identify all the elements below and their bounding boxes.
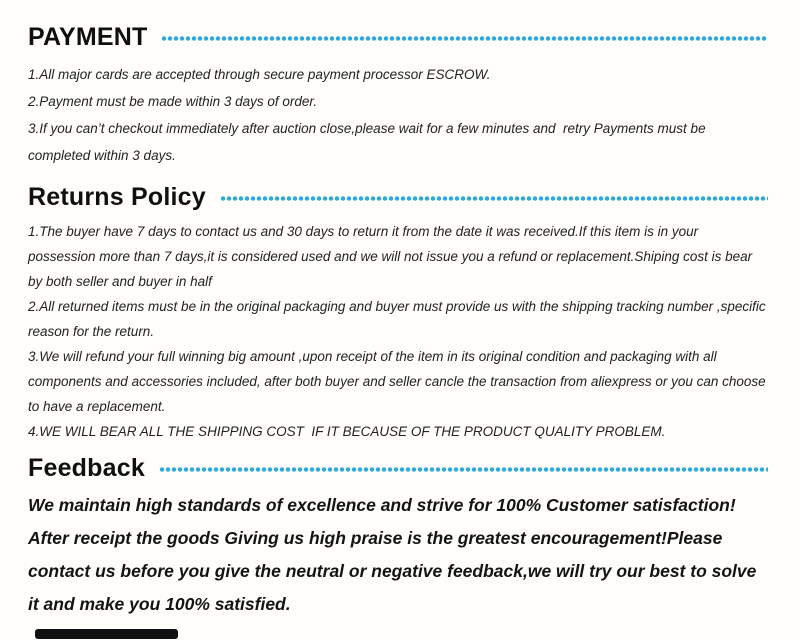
returns-item-1: 1.The buyer have 7 days to contact us and 30 days to return it from the date it was received.If this item is in your possession more than 7 days,it is considered used and we will not issue you a refund or replacement.Shiping cost is bear by both seller and buyer in half xyxy=(28,224,756,289)
dotted-divider xyxy=(161,36,768,41)
returns-policy-body xyxy=(28,219,768,444)
section-header-payment xyxy=(28,22,768,52)
returns-item-3: 3.We will refund your full winning big amount ,upon receipt of the item in its original condition and packaging with all components and accessories included, after both buyer and seller cancle the transaction from aliexpress or you can choose to have a replacement. xyxy=(28,349,770,414)
feedback-heading: Feedback xyxy=(28,453,145,482)
section-payment xyxy=(28,22,768,169)
returns-item-4: 4.WE WILL BEAR ALL THE SHIPPING COST IF IT BECAUSE OF THE PRODUCT QUALITY PROBLEM. xyxy=(28,424,666,439)
feedback-body xyxy=(28,489,768,621)
dotted-divider xyxy=(159,467,768,472)
section-header-feedback xyxy=(28,453,768,483)
payment-heading: PAYMENT xyxy=(28,22,148,51)
returns-policy-heading: Returns Policy xyxy=(28,182,206,211)
returns-item-2: 2.All returned items must be in the original packaging and buyer must provide us with the shipping tracking number ,specific reason for the return. xyxy=(28,299,770,339)
payment-body xyxy=(28,61,768,169)
section-returns-policy xyxy=(28,182,768,444)
payment-item-1: 1.All major cards are accepted through secure payment processor ESCROW. xyxy=(28,67,491,82)
cropped-next-heading-bar xyxy=(35,629,178,639)
dotted-divider xyxy=(220,196,768,201)
feedback-text: We maintain high standards of excellence and strive for 100% Customer satisfaction! After receipt the goods Giving us high praise is the greatest encouragement!Please contact us before you give the neutral or negative feedback,we will try our best to solve it and make you 100% satisfied. xyxy=(28,495,762,614)
payment-item-3: 3.If you can’t checkout immediately after auction close,please wait for a few minutes and retry Payments must be completed within 3 days. xyxy=(28,121,710,163)
section-header-returns-policy xyxy=(28,182,768,212)
payment-item-2: 2.Payment must be made within 3 days of order. xyxy=(28,94,318,109)
section-feedback xyxy=(28,453,768,621)
